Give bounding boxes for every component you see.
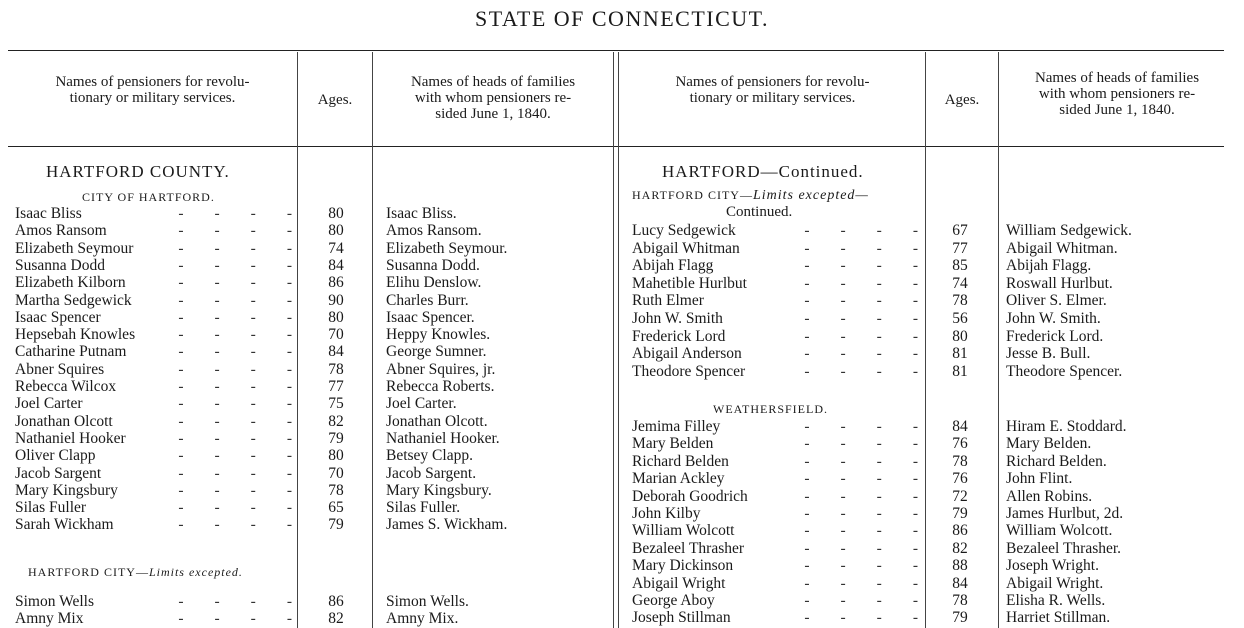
leader-dashes: - - - -: [804, 557, 918, 575]
leader-dashes: - - - -: [804, 487, 918, 505]
pensioner-name: Rebecca Wilcox: [15, 378, 117, 395]
leader-dashes: - - - -: [804, 435, 918, 453]
leader-dashes: - - - -: [804, 522, 918, 540]
pensioner-age: 80: [328, 222, 344, 240]
pensioner-name: Frederick Lord: [632, 327, 726, 345]
pensioner-name: Mary Kingsbury: [15, 481, 118, 499]
pensioner-age: 84: [952, 418, 968, 435]
leader-dashes: - - - -: [178, 516, 292, 534]
head-of-family: Amny Mix.: [386, 610, 459, 628]
header-heads-of-families: Names of heads of families with whom pensioners re- sided June 1, 1840.: [1034, 70, 1200, 118]
leader-dashes: - - - -: [804, 574, 918, 592]
table-row: [0, 418, 1244, 436]
city-heading: CITY OF HARTFORD.: [82, 190, 215, 204]
pensioner-name: Martha Sedgewick: [15, 291, 132, 309]
pensioner-name: Mary Dickinson: [632, 557, 734, 575]
table-row: [0, 292, 1244, 310]
table-row: [0, 609, 1244, 627]
pensioner-age: 79: [328, 429, 344, 447]
pensioner-age: 90: [328, 291, 344, 309]
pensioner-age: 76: [952, 435, 968, 453]
county-heading: HARTFORD COUNTY.: [46, 162, 230, 181]
pensioner-name: Susanna Dodd: [15, 256, 105, 274]
leader-dashes: - - - -: [178, 378, 292, 395]
pensioner-age: 88: [952, 557, 968, 575]
head-of-family: Elihu Denslow.: [386, 274, 482, 292]
pensioner-name: Amny Mix: [15, 610, 84, 628]
pensioner-name: Jemima Filley: [632, 418, 721, 435]
leader-dashes: - - - -: [804, 345, 918, 363]
head-of-family: Mary Belden.: [1006, 435, 1092, 453]
pensioner-age: 77: [952, 239, 968, 257]
header-bottom-rule: [8, 146, 1224, 147]
pensioner-age: 74: [328, 239, 344, 257]
leader-dashes: - - - -: [178, 593, 292, 610]
pensioner-age: 72: [952, 487, 968, 505]
head-of-family: Mary Kingsbury.: [386, 481, 492, 499]
city-continued-label: Continued.: [726, 204, 793, 220]
leader-dashes: - - - -: [804, 310, 918, 327]
pensioner-age: 81: [952, 362, 968, 380]
leader-dashes: - - - -: [804, 470, 918, 488]
weathersfield-heading: WEATHERSFIELD.: [713, 402, 828, 416]
pensioner-name: Simon Wells: [15, 593, 94, 610]
head-of-family: Joseph Wright.: [1006, 557, 1099, 575]
pensioner-age: 78: [952, 592, 968, 609]
head-of-family: Silas Fuller.: [386, 499, 461, 517]
leader-dashes: - - - -: [804, 505, 918, 522]
leader-dashes: - - - -: [804, 274, 918, 292]
head-of-family: Frederick Lord.: [1006, 327, 1104, 345]
table-row: [0, 310, 1244, 328]
leader-dashes: - - - -: [804, 609, 918, 627]
leader-dashes: - - - -: [178, 343, 292, 361]
pensioner-name: Isaac Bliss: [15, 205, 82, 222]
leader-dashes: - - - -: [178, 395, 292, 413]
pensioner-age: 65: [328, 499, 344, 517]
header-pensioner-names: Names of pensioners for revolu- tionary or military services.: [675, 74, 870, 106]
pensioner-name: Bezaleel Thrasher: [632, 539, 745, 557]
table-row: [0, 557, 1244, 575]
pensioner-age: 86: [328, 274, 344, 292]
pensioner-name: Joseph Stillman: [632, 609, 731, 627]
pensioner-age: 82: [328, 610, 344, 628]
head-of-family: Betsey Clapp.: [386, 447, 473, 465]
continued-heading: HARTFORD—Continued.: [662, 162, 864, 181]
head-of-family: Hiram E. Stoddard.: [1006, 418, 1127, 435]
head-of-family: Abigail Wright.: [1006, 574, 1104, 592]
head-of-family: Oliver S. Elmer.: [1006, 292, 1107, 310]
head-of-family: Charles Burr.: [386, 291, 469, 309]
leader-dashes: - - - -: [178, 308, 292, 326]
pensioner-age: 56: [952, 310, 968, 327]
head-of-family: Abner Squires, jr.: [386, 360, 496, 378]
leader-dashes: - - - -: [178, 429, 292, 447]
city-continued-italic: Limits excepted—: [752, 188, 869, 203]
leader-dashes: - - - -: [178, 222, 292, 240]
table-row: [0, 205, 1244, 223]
pensioner-name: Abijah Flagg: [632, 257, 714, 275]
leader-dashes: - - - -: [178, 412, 292, 430]
head-of-family: Allen Robins.: [1006, 487, 1093, 505]
leader-dashes: - - - -: [178, 326, 292, 344]
pensioner-name: Theodore Spencer: [632, 362, 746, 380]
pensioner-age: 86: [328, 593, 344, 610]
pensioner-age: 74: [952, 274, 968, 292]
pensioner-name: Elizabeth Kilborn: [15, 274, 126, 292]
leader-dashes: - - - -: [804, 362, 918, 380]
head-of-family: Roswall Hurlbut.: [1006, 274, 1113, 292]
head-of-family: Abigail Whitman.: [1006, 239, 1118, 257]
table-row: [0, 592, 1244, 610]
head-of-family: Isaac Spencer.: [386, 308, 475, 326]
head-of-family: Rebecca Roberts.: [386, 378, 495, 395]
pensioner-name: Hepsebah Knowles: [15, 326, 136, 344]
head-of-family: Heppy Knowles.: [386, 326, 491, 344]
head-of-family: James Hurlbut, 2d.: [1006, 505, 1124, 522]
pensioner-age: 84: [952, 574, 968, 592]
leader-dashes: - - - -: [178, 256, 292, 274]
table-row: [0, 345, 1244, 363]
pensioner-age: 82: [328, 412, 344, 430]
pensioner-age: 78: [952, 292, 968, 310]
head-of-family: Elisha R. Wells.: [1006, 592, 1106, 609]
head-of-family: John W. Smith.: [1006, 310, 1101, 327]
pensioner-age: 75: [328, 395, 344, 413]
leader-dashes: - - - -: [178, 205, 292, 222]
pensioner-name: George Aboy: [632, 592, 715, 609]
pensioner-name: Richard Belden: [632, 452, 729, 470]
head-of-family: Elizabeth Seymour.: [386, 239, 508, 257]
leader-dashes: - - - -: [178, 447, 292, 465]
head-of-family: Jesse B. Bull.: [1006, 345, 1091, 363]
head-of-family: Susanna Dodd.: [386, 256, 480, 274]
pensioner-age: 86: [952, 522, 968, 540]
pensioner-name: Sarah Wickham: [15, 516, 114, 534]
pensioner-name: Elizabeth Seymour: [15, 239, 134, 257]
leader-dashes: - - - -: [178, 464, 292, 482]
leader-dashes: - - - -: [178, 499, 292, 517]
table-row: [0, 575, 1244, 593]
pensioner-name: Silas Fuller: [15, 499, 87, 517]
pensioner-name: Catharine Putnam: [15, 343, 127, 361]
head-of-family: Joel Carter.: [386, 395, 457, 413]
header-ages: Ages.: [317, 92, 353, 108]
leader-dashes: - - - -: [804, 418, 918, 435]
table-row: [0, 435, 1244, 453]
pensioner-name: Ruth Elmer: [632, 292, 704, 310]
table-row: [0, 470, 1244, 488]
leader-dashes: - - - -: [178, 274, 292, 292]
leader-dashes: - - - -: [178, 481, 292, 499]
head-of-family: John Flint.: [1006, 470, 1073, 488]
leader-dashes: - - - -: [804, 222, 918, 239]
pensioner-age: 85: [952, 257, 968, 275]
pensioner-name: William Wolcott: [632, 522, 735, 540]
pensioner-name: Abner Squires: [15, 360, 105, 378]
leader-dashes: - - - -: [178, 360, 292, 378]
leader-dashes: - - - -: [178, 239, 292, 257]
pensioner-age: 70: [328, 464, 344, 482]
header-top-rule: [8, 50, 1224, 51]
pensioner-name: Nathaniel Hooker: [15, 429, 126, 447]
pensioner-age: 80: [952, 327, 968, 345]
head-of-family: Amos Ransom.: [386, 222, 482, 240]
head-of-family: Richard Belden.: [1006, 452, 1107, 470]
head-of-family: William Wolcott.: [1006, 522, 1113, 540]
pensioner-name: Oliver Clapp: [15, 447, 96, 465]
pensioner-name: Marian Ackley: [632, 470, 725, 488]
leader-dashes: - - - -: [804, 539, 918, 557]
head-of-family: Nathaniel Hooker.: [386, 429, 500, 447]
pensioner-name: Jacob Sargent: [15, 464, 102, 482]
pensioner-name: Abigail Wright: [632, 574, 726, 592]
table-row: [0, 257, 1244, 275]
pensioner-age: 77: [328, 378, 344, 395]
head-of-family: James S. Wickham.: [386, 516, 508, 534]
head-of-family: Simon Wells.: [386, 593, 469, 610]
leader-dashes: - - - -: [178, 291, 292, 309]
table-row: [0, 240, 1244, 258]
pensioner-name: Amos Ransom: [15, 222, 107, 240]
table-row: [0, 275, 1244, 293]
pensioner-name: Joel Carter: [15, 395, 83, 413]
pensioner-name: Jonathan Olcott: [15, 412, 113, 430]
head-of-family: Theodore Spencer.: [1006, 362, 1123, 380]
pensioner-name: Mahetible Hurlbut: [632, 274, 747, 292]
pensioner-age: 76: [952, 470, 968, 488]
head-of-family: Abijah Flagg.: [1006, 257, 1092, 275]
head-of-family: Harriet Stillman.: [1006, 609, 1111, 627]
head-of-family: Jacob Sargent.: [386, 464, 477, 482]
pensioner-name: John W. Smith: [632, 310, 723, 327]
table-row: [0, 453, 1244, 471]
leader-dashes: - - - -: [178, 610, 292, 628]
pensioner-age: 70: [328, 326, 344, 344]
pensioner-age: 78: [328, 360, 344, 378]
head-of-family: George Sumner.: [386, 343, 487, 361]
pensioner-name: John Kilby: [632, 505, 701, 522]
pensioner-age: 67: [952, 222, 968, 239]
pensioner-age: 79: [328, 516, 344, 534]
table-row: [0, 488, 1244, 506]
header-pensioner-names: Names of pensioners for revolu- tionary or military services.: [55, 74, 250, 106]
pensioner-age: 80: [328, 447, 344, 465]
city-continued-prefix: HARTFORD CITY—: [632, 188, 753, 202]
head-of-family: Isaac Bliss.: [386, 205, 457, 222]
leader-dashes: - - - -: [804, 452, 918, 470]
pensioner-age: 82: [952, 539, 968, 557]
head-of-family: William Sedgewick.: [1006, 222, 1132, 239]
pensioner-age: 78: [952, 452, 968, 470]
table-row: [0, 540, 1244, 558]
city-continued-heading: [632, 188, 869, 204]
pensioner-age: 80: [328, 308, 344, 326]
pensioner-age: 79: [952, 609, 968, 627]
page-title: STATE OF CONNECTICUT.: [475, 6, 769, 31]
leader-dashes: - - - -: [804, 239, 918, 257]
pensioner-age: 78: [328, 481, 344, 499]
table-row: [0, 328, 1244, 346]
head-of-family: Jonathan Olcott.: [386, 412, 488, 430]
head-of-family: Bezaleel Thrasher.: [1006, 539, 1122, 557]
header-heads-of-families: Names of heads of families with whom pensioners re- sided June 1, 1840.: [410, 74, 576, 122]
pensioner-age: 81: [952, 345, 968, 363]
table-row: [0, 505, 1244, 523]
table-row: [0, 222, 1244, 240]
leader-dashes: - - - -: [804, 327, 918, 345]
pensioner-age: 84: [328, 343, 344, 361]
pensioner-name: Lucy Sedgewick: [632, 222, 736, 239]
pensioner-age: 84: [328, 256, 344, 274]
header-ages: Ages.: [944, 92, 980, 108]
pensioner-age: 79: [952, 505, 968, 522]
pensioner-name: Abigail Anderson: [632, 345, 742, 363]
leader-dashes: - - - -: [804, 592, 918, 609]
leader-dashes: - - - -: [804, 257, 918, 275]
pensioner-name: Isaac Spencer: [15, 308, 101, 326]
pensioner-name: Deborah Goodrich: [632, 487, 748, 505]
pensioner-name: Abigail Whitman: [632, 239, 740, 257]
limits-heading-prefix: HARTFORD CITY—: [28, 565, 149, 579]
table-row: [0, 360, 1244, 381]
table-row: [0, 522, 1244, 540]
pensioner-age: 80: [328, 205, 344, 222]
limits-heading-italic: Limits excepted.: [148, 565, 243, 579]
pensioner-name: Mary Belden: [632, 435, 714, 453]
leader-dashes: - - - -: [804, 292, 918, 310]
table-row: [0, 395, 1244, 413]
